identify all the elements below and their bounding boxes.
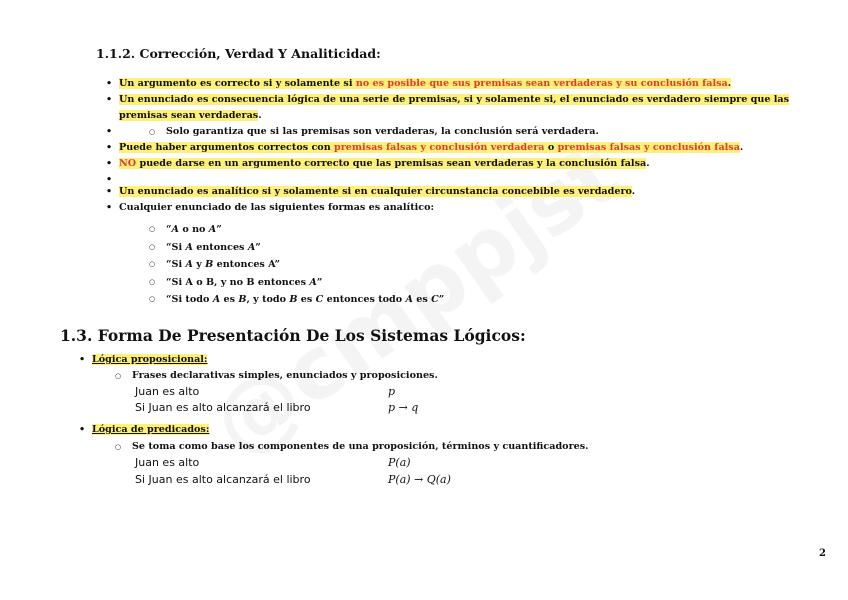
bullet-analytic: • Un enunciado es analítico si y solamente si en cualquier circunstancia concebible es verdadero. (119, 184, 839, 200)
bullet-no-true-premises-false-conclusion: • NO puede darse en un argumento correcto que las premisas sean verdaderas y la conclusión falsa. (119, 156, 839, 172)
predicate-logic-title: Lógica de predicados: (92, 424, 210, 435)
pred-formula-1: P(a) (388, 456, 411, 469)
prop-formula-1: p (388, 385, 396, 398)
predicate-logic-desc: ○ Se toma como base los componentes de una proposición, términos y cuantificadores. (132, 439, 588, 455)
pred-formula-2: P(a) → Q(a) (388, 473, 451, 486)
form-syllogism: ○ “Si todo A es B, y todo B es C entonces todo A es C” (166, 291, 444, 309)
analytic-forms-list (166, 221, 444, 309)
section-heading: 1.3. Forma De Presentación De Los Sistemas Lógicos: (60, 326, 526, 345)
sub-bullet-guarantee: • ○ Solo garantiza que si las premisas son verdaderas, la conclusión será verdadera. (119, 124, 839, 140)
prop-example-1: Juan es alto (135, 385, 200, 398)
bullet-logical-consequence: • Un enunciado es consecuencia lógica de una serie de premisas, si y solamente si, el enunciado es verdadero siempre que las premisas sean verdaderas. (119, 92, 839, 124)
propositional-logic-title: Lógica proposicional: (92, 354, 208, 365)
predicate-logic-item (92, 422, 209, 438)
circle-bullet-icon: • ○ (149, 128, 156, 136)
prop-example-2: Si Juan es alto alcanzará el libro (135, 401, 311, 414)
prop-formula-2: p → q (388, 401, 419, 414)
form-a-or-not-a: ○ “A o no A” (166, 221, 444, 239)
page-number: 2 (819, 548, 826, 559)
bullet-argument-correct: • Un argumento es correcto si y solamente si no es posible que sus premisas sean verdaderas y su conclusión falsa. (119, 76, 839, 92)
pred-example-1: Juan es alto (135, 456, 200, 469)
form-if-a-and-b-then-a: ○ “Si A y B entonces A” (166, 256, 444, 274)
bullet-correct-arguments-false-premises: • Puede haber argumentos correctos con premisas falsas y conclusión verdadera o premisas falsas y conclusión falsa. (119, 140, 839, 156)
spacer (119, 172, 839, 184)
bullet-analytic-forms: • Cualquier enunciado de las siguientes formas es analítico: (119, 200, 839, 216)
propositional-logic-desc: ○ Frases declarativas simples, enunciados y proposiciones. (132, 368, 438, 384)
bullet-list-1-1-2 (119, 76, 839, 216)
form-if-a-or-b-not-b-then-a: ○ “Si A o B, y no B entonces A” (166, 274, 444, 292)
propositional-logic-item (92, 352, 207, 368)
subsection-heading: 1.1.2. Corrección, Verdad Y Analiticidad: (96, 46, 381, 61)
form-if-a-then-a: ○ “Si A entonces A” (166, 239, 444, 257)
pred-example-2: Si Juan es alto alcanzará el libro (135, 473, 311, 486)
